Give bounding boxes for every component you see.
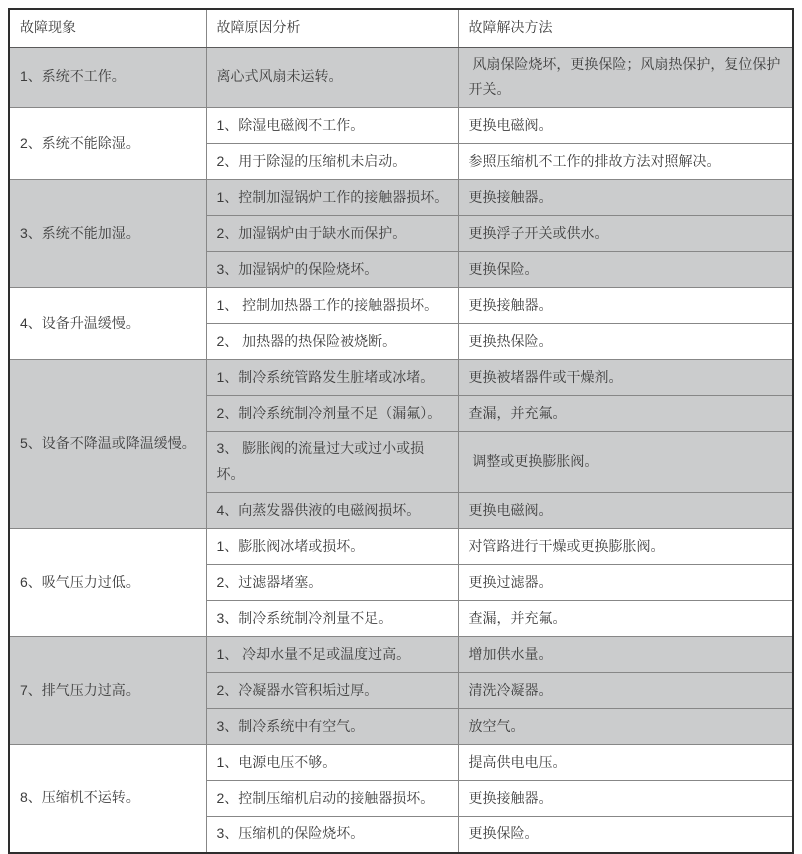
table-row (9, 360, 793, 396)
col-header-solution: 故障解决方法 (458, 9, 793, 47)
phenomenon-cell: 2、系统不能除湿。 (9, 108, 206, 180)
solution-cell: 更换过滤器。 (458, 565, 793, 601)
cause-cell: 2、过滤器堵塞。 (206, 565, 458, 601)
solution-cell: 更换接触器。 (458, 180, 793, 216)
solution-cell: 更换接触器。 (458, 288, 793, 324)
phenomenon-cell: 4、设备升温缓慢。 (9, 288, 206, 360)
solution-cell: 更换电磁阀。 (458, 493, 793, 529)
cause-cell: 1、控制加湿锅炉工作的接触器损坏。 (206, 180, 458, 216)
solution-cell: 更换保险。 (458, 252, 793, 288)
table-row (9, 288, 793, 324)
solution-cell: 更换浮子开关或供水。 (458, 216, 793, 252)
cause-cell: 1、膨胀阀冰堵或损坏。 (206, 529, 458, 565)
cause-cell: 1、制冷系统管路发生脏堵或冰堵。 (206, 360, 458, 396)
table-row (9, 529, 793, 565)
cause-cell: 4、向蒸发器供液的电磁阀损坏。 (206, 493, 458, 529)
cause-cell: 1、电源电压不够。 (206, 745, 458, 781)
solution-cell: 清洗冷凝器。 (458, 673, 793, 709)
cause-cell: 2、控制压缩机启动的接触器损坏。 (206, 781, 458, 817)
solution-cell: 提高供电电压。 (458, 745, 793, 781)
solution-cell: 风扇保险烧坏，更换保险；风扇热保护，复位保护开关。 (458, 47, 793, 108)
table-body (9, 47, 793, 853)
solution-cell: 更换接触器。 (458, 781, 793, 817)
cause-cell: 1、 控制加热器工作的接触器损坏。 (206, 288, 458, 324)
cause-cell: 3、 膨胀阀的流量过大或过小或损坏。 (206, 432, 458, 493)
solution-cell: 更换被堵器件或干燥剂。 (458, 360, 793, 396)
phenomenon-cell: 6、吸气压力过低。 (9, 529, 206, 637)
cause-cell: 2、冷凝器水管积垢过厚。 (206, 673, 458, 709)
solution-cell: 参照压缩机不工作的排故方法对照解决。 (458, 144, 793, 180)
phenomenon-cell: 3、系统不能加湿。 (9, 180, 206, 288)
cause-cell: 3、制冷系统中有空气。 (206, 709, 458, 745)
cause-cell: 2、加湿锅炉由于缺水而保护。 (206, 216, 458, 252)
phenomenon-cell: 7、排气压力过高。 (9, 637, 206, 745)
solution-cell: 调整或更换膨胀阀。 (458, 432, 793, 493)
cause-cell: 3、制冷系统制冷剂量不足。 (206, 601, 458, 637)
table-row (9, 745, 793, 781)
solution-cell: 查漏，并充氟。 (458, 396, 793, 432)
table-row (9, 47, 793, 108)
table-row (9, 180, 793, 216)
header-row (9, 9, 793, 47)
solution-cell: 查漏，并充氟。 (458, 601, 793, 637)
solution-cell: 更换保险。 (458, 817, 793, 853)
solution-cell: 增加供水量。 (458, 637, 793, 673)
cause-cell: 3、压缩机的保险烧坏。 (206, 817, 458, 853)
solution-cell: 更换热保险。 (458, 324, 793, 360)
phenomenon-cell: 1、系统不工作。 (9, 47, 206, 108)
troubleshooting-table (8, 8, 794, 854)
col-header-phenomenon: 故障现象 (9, 9, 206, 47)
phenomenon-cell: 8、压缩机不运转。 (9, 745, 206, 853)
cause-cell: 3、加湿锅炉的保险烧坏。 (206, 252, 458, 288)
cause-cell: 1、 冷却水量不足或温度过高。 (206, 637, 458, 673)
table-row (9, 108, 793, 144)
solution-cell: 对管路进行干燥或更换膨胀阀。 (458, 529, 793, 565)
phenomenon-cell: 5、设备不降温或降温缓慢。 (9, 360, 206, 529)
cause-cell: 离心式风扇未运转。 (206, 47, 458, 108)
cause-cell: 2、 加热器的热保险被烧断。 (206, 324, 458, 360)
table-row (9, 637, 793, 673)
cause-cell: 1、除湿电磁阀不工作。 (206, 108, 458, 144)
solution-cell: 更换电磁阀。 (458, 108, 793, 144)
cause-cell: 2、制冷系统制冷剂量不足（漏氟）。 (206, 396, 458, 432)
col-header-cause-analysis: 故障原因分析 (206, 9, 458, 47)
cause-cell: 2、用于除湿的压缩机未启动。 (206, 144, 458, 180)
solution-cell: 放空气。 (458, 709, 793, 745)
